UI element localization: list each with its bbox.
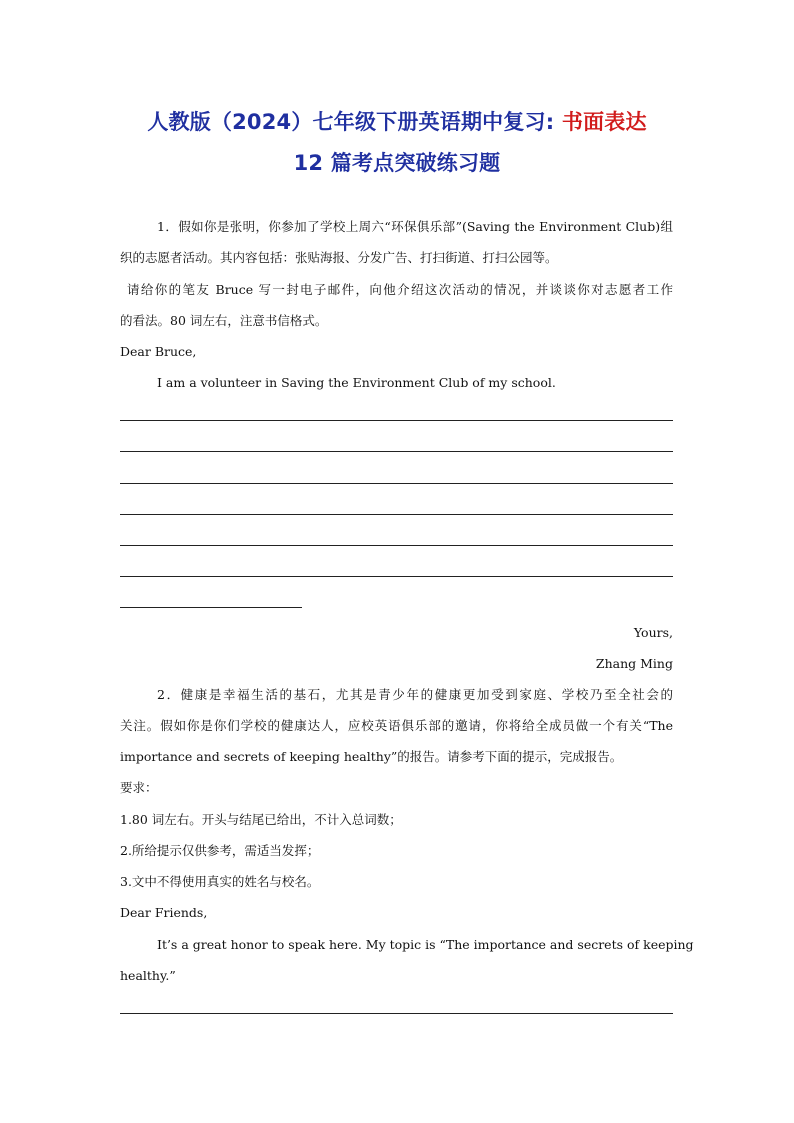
q1-prompt-line2: 织的志愿者活动。其内容包括：张贴海报、分发广告、打扫街道、打扫公园等。 — [120, 250, 558, 265]
q1-salutation: Dear Bruce, — [120, 344, 197, 359]
title-red: 书面表达 — [561, 110, 647, 134]
answer-line-short[interactable] — [120, 607, 302, 608]
q2-prompt-line3: importance and secrets of keeping healthy”的报告。请参考下面的提示，完成报告。 — [120, 749, 623, 764]
answer-line[interactable] — [120, 545, 673, 546]
q1-prompt-line3: 请给你的笔友 Bruce 写一封电子邮件，向他介绍这次活动的情况，并谈谈你对志愿者工作 — [127, 282, 673, 297]
answer-line[interactable] — [120, 576, 673, 577]
q2-requirement-3: 3.文中不得使用真实的姓名与校名。 — [120, 874, 320, 889]
page-title-line2: 12 篇考点突破练习题 — [293, 151, 501, 175]
answer-line[interactable] — [120, 514, 673, 515]
answer-line[interactable] — [120, 420, 673, 421]
q2-requirement-1: 1.80 词左右。开头与结尾已给出，不计入总词数； — [120, 812, 402, 827]
answer-line[interactable] — [120, 451, 673, 452]
q1-prompt-line1: 1．假如你是张明，你参加了学校上周六“环保俱乐部”(Saving the Environment Club)组 — [157, 219, 673, 234]
q2-prompt-line2: 关注。假如你是你们学校的健康达人，应校英语俱乐部的邀请，你将给全成员做一个有关“The — [120, 718, 673, 733]
page-title-line1 — [0, 106, 794, 136]
q1-closing: Yours, — [633, 625, 673, 640]
answer-line[interactable] — [120, 483, 673, 484]
q1-signature: Zhang Ming — [595, 656, 673, 671]
q2-opening-line1: It’s a great honor to speak here. My topic is “The importance and secrets of keeping — [157, 937, 694, 952]
answer-line[interactable] — [120, 1013, 673, 1014]
q2-prompt-line1: 2．健康是幸福生活的基石，尤其是青少年的健康更加受到家庭、学校乃至全社会的 — [157, 687, 673, 702]
title-blue: 人教版（2024）七年级下册英语期中复习: — [147, 110, 562, 134]
q2-salutation: Dear Friends, — [120, 905, 208, 920]
q1-opening-sentence: I am a volunteer in Saving the Environment Club of my school. — [157, 375, 556, 390]
q2-opening-line2: healthy.” — [120, 968, 176, 983]
q2-requirement-2: 2.所给提示仅供参考，需适当发挥； — [120, 843, 320, 858]
q2-requirements-title: 要求： — [120, 780, 158, 795]
q1-prompt-line4: 的看法。80 词左右，注意书信格式。 — [120, 313, 328, 328]
